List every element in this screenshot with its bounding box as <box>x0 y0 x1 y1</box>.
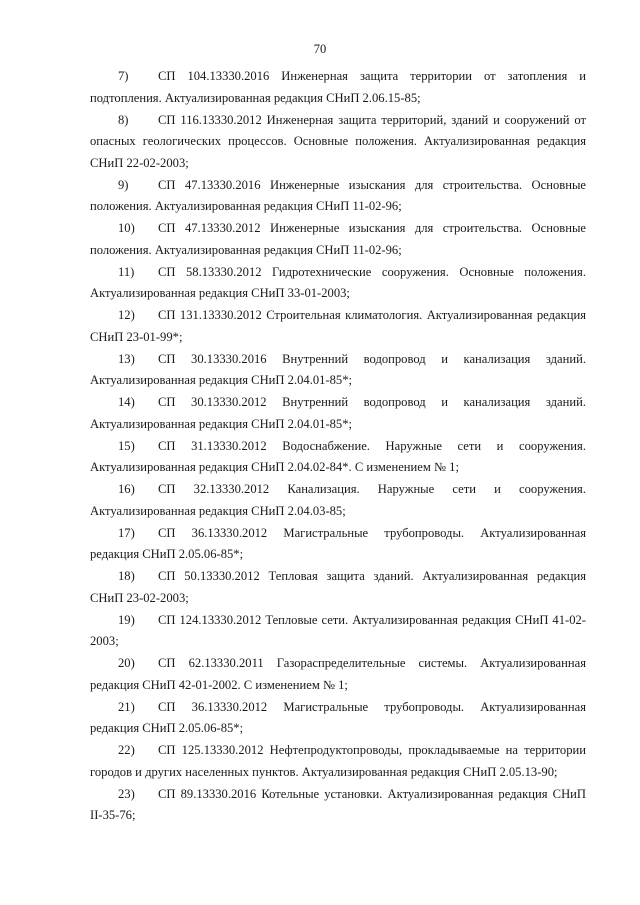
item-text: СП 50.13330.2012 Тепловая защита зданий. Актуализированная редакция СНиП 23-02-2003; <box>90 569 586 605</box>
list-item <box>90 610 586 653</box>
list-item <box>90 305 586 348</box>
item-number: 17) <box>118 525 135 540</box>
item-text: СП 30.13330.2012 Внутренний водопровод и канализация зданий. Актуализированная редакция СНиП 2.04.01-85*; <box>90 395 586 431</box>
item-text: СП 131.13330.2012 Строительная климатология. Актуализированная редакция СНиП 23-01-99*; <box>90 308 586 344</box>
item-number: 8) <box>118 112 129 127</box>
item-number: 14) <box>118 395 135 409</box>
item-number: 9) <box>118 177 129 192</box>
item-text: СП 124.13330.2012 Тепловые сети. Актуализированная редакция СНиП 41-02-2003; <box>90 612 586 648</box>
item-text: СП 32.13330.2012 Канализация. Наружные сети и сооружения. Актуализированная редакция СНиП 2.04.03-85; <box>90 482 586 518</box>
item-text: СП 36.13330.2012 Магистральные трубопроводы. Актуализированная редакция СНиП 2.05.06-85*; <box>90 525 586 561</box>
item-text: СП 62.13330.2011 Газораспределительные системы. Актуализированная редакция СНиП 42-01-2002. С изменением № 1; <box>90 656 586 692</box>
item-text: СП 116.13330.2012 Инженерная защита территорий, зданий и сооружений от опасных геологических процессов. Основные положения. Актуализированная редакция СНиП 22-02-2003; <box>90 112 586 170</box>
list-item <box>90 784 586 827</box>
list-item <box>90 66 586 109</box>
list-item <box>90 653 586 696</box>
item-number: 7) <box>118 69 129 83</box>
list-item <box>90 740 586 783</box>
item-text: СП 31.13330.2012 Водоснабжение. Наружные сети и сооружения. Актуализированная редакция СНиП 2.04.02-84*. С изменением № 1; <box>90 438 586 474</box>
item-text: СП 47.13330.2016 Инженерные изыскания для строительства. Основные положения. Актуализированная редакция СНиП 11-02-96; <box>90 177 586 213</box>
item-number: 15) <box>118 438 135 453</box>
list-item <box>90 523 586 566</box>
list-item <box>90 262 586 305</box>
item-number: 20) <box>118 656 135 670</box>
item-text: СП 47.13330.2012 Инженерные изыскания для строительства. Основные положения. Актуализированная редакция СНиП 11-02-96; <box>90 221 586 257</box>
item-number: 13) <box>118 351 135 366</box>
item-text: СП 58.13330.2012 Гидротехнические сооружения. Основные положения. Актуализированная редакция СНиП 33-01-2003; <box>90 264 586 300</box>
item-number: 23) <box>118 786 135 801</box>
list-item <box>90 175 586 218</box>
item-number: 16) <box>118 482 135 496</box>
item-number: 18) <box>118 569 135 583</box>
list-item <box>90 436 586 479</box>
item-number: 10) <box>118 221 135 235</box>
document-body <box>90 66 586 827</box>
list-item <box>90 349 586 392</box>
list-item <box>90 566 586 609</box>
item-text: СП 30.13330.2016 Внутренний водопровод и канализация зданий. Актуализированная редакция СНиП 2.04.01-85*; <box>90 351 586 387</box>
item-number: 21) <box>118 699 135 714</box>
page-number: 70 <box>313 42 327 56</box>
list-item <box>90 218 586 261</box>
item-text: СП 36.13330.2012 Магистральные трубопроводы. Актуализированная редакция СНиП 2.05.06-85*; <box>90 699 586 735</box>
item-number: 12) <box>118 308 135 322</box>
item-text: СП 125.13330.2012 Нефтепродуктопроводы, прокладываемые на территории городов и других населенных пунктов. Актуализированная редакция СНиП 2.05.13-90; <box>90 743 586 779</box>
item-number: 11) <box>118 264 135 279</box>
list-item <box>90 392 586 435</box>
list-item <box>90 479 586 522</box>
item-text: СП 104.13330.2016 Инженерная защита территории от затопления и подтопления. Актуализированная редакция СНиП 2.06.15-85; <box>90 69 586 105</box>
item-number: 22) <box>118 743 135 757</box>
list-item <box>90 697 586 740</box>
list-item <box>90 110 586 175</box>
item-text: СП 89.13330.2016 Котельные установки. Актуализированная редакция СНиП II-35-76; <box>90 786 586 822</box>
item-number: 19) <box>118 612 135 627</box>
